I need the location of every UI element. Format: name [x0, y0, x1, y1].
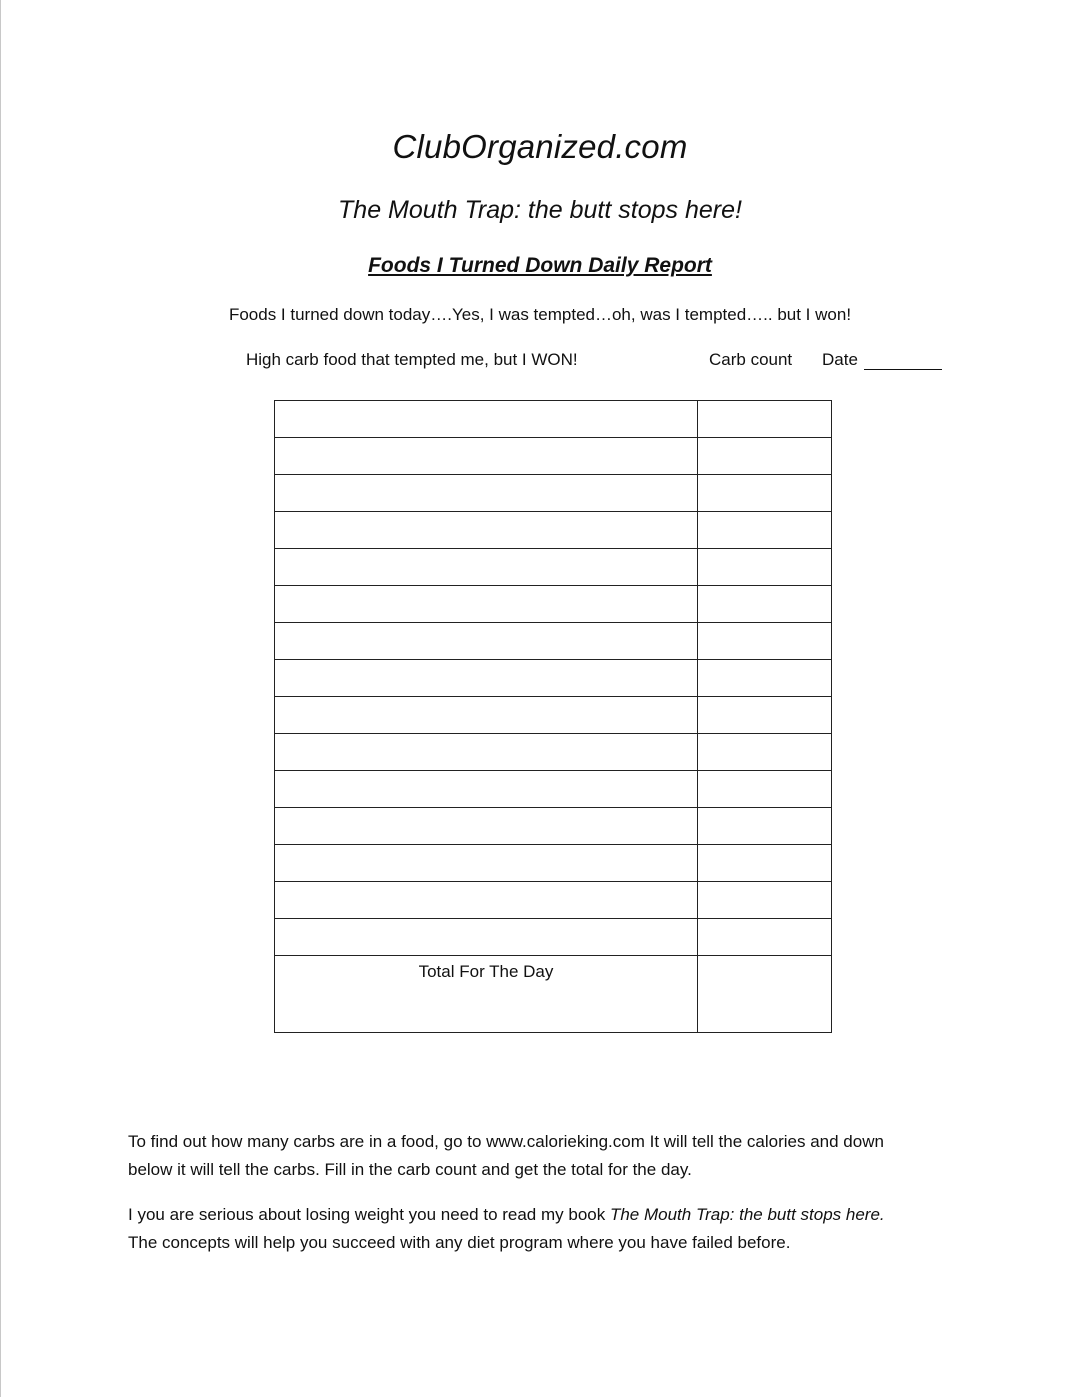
table-row — [275, 845, 832, 882]
carb-count-cell[interactable] — [698, 549, 832, 586]
carb-count-cell[interactable] — [698, 660, 832, 697]
food-entry-cell[interactable] — [275, 549, 698, 586]
carb-count-cell[interactable] — [698, 512, 832, 549]
carb-count-cell[interactable] — [698, 475, 832, 512]
table-row — [275, 586, 832, 623]
table-row — [275, 623, 832, 660]
total-row — [275, 956, 832, 1033]
food-entry-cell[interactable] — [275, 919, 698, 956]
carb-count-cell[interactable] — [698, 919, 832, 956]
table-row — [275, 660, 832, 697]
table-row — [275, 512, 832, 549]
food-entry-cell[interactable] — [275, 623, 698, 660]
subtitle: The Mouth Trap: the butt stops here! — [338, 196, 742, 224]
table-row — [275, 808, 832, 845]
table-row — [275, 549, 832, 586]
carb-lookup-line-1: To find out how many carbs are in a food, go to www.calorieking.com It will tell the calories and down — [128, 1132, 884, 1151]
food-entry-cell[interactable] — [275, 438, 698, 475]
food-entry-cell[interactable] — [275, 475, 698, 512]
total-label-cell — [275, 956, 698, 1033]
food-column-label: High carb food that tempted me, but I WON! — [246, 350, 578, 369]
table-row — [275, 734, 832, 771]
carb-count-cell[interactable] — [698, 808, 832, 845]
total-carb-cell[interactable] — [698, 956, 832, 1033]
carb-count-cell[interactable] — [698, 586, 832, 623]
carb-count-cell[interactable] — [698, 845, 832, 882]
table-row — [275, 475, 832, 512]
book-promo-paragraph — [128, 1201, 958, 1257]
book-promo-line-1 — [128, 1201, 958, 1229]
food-entry-cell[interactable] — [275, 697, 698, 734]
food-entry-cell[interactable] — [275, 771, 698, 808]
carb-count-cell[interactable] — [698, 734, 832, 771]
carb-count-cell[interactable] — [698, 697, 832, 734]
food-entry-cell[interactable] — [275, 401, 698, 438]
food-log-body — [275, 401, 832, 1033]
table-row — [275, 697, 832, 734]
carb-count-cell[interactable] — [698, 882, 832, 919]
total-label: Total For The Day — [418, 962, 554, 981]
table-row — [275, 771, 832, 808]
food-entry-cell[interactable] — [275, 734, 698, 771]
report-title: Foods I Turned Down Daily Report — [368, 254, 712, 277]
table-row — [275, 919, 832, 956]
food-log-table — [274, 400, 832, 1033]
carb-count-cell[interactable] — [698, 771, 832, 808]
food-entry-cell[interactable] — [275, 660, 698, 697]
carb-count-cell[interactable] — [698, 623, 832, 660]
book-title: The Mouth Trap: the butt stops here. — [609, 1205, 885, 1224]
book-promo-prefix: I you are serious about losing weight you need to read my book — [128, 1205, 610, 1224]
table-row — [275, 401, 832, 438]
book-promo-line-2: The concepts will help you succeed with any diet program where you have failed before. — [128, 1233, 791, 1252]
food-entry-cell[interactable] — [275, 845, 698, 882]
table-row — [275, 438, 832, 475]
carb-lookup-paragraph — [128, 1128, 958, 1184]
carb-count-column-label: Carb count — [709, 350, 793, 369]
table-row — [275, 882, 832, 919]
food-entry-cell[interactable] — [275, 586, 698, 623]
carb-count-cell[interactable] — [698, 401, 832, 438]
intro-line: Foods I turned down today….Yes, I was tempted…oh, was I tempted….. but I won! — [228, 305, 852, 324]
carb-count-cell[interactable] — [698, 438, 832, 475]
food-entry-cell[interactable] — [275, 512, 698, 549]
date-label: Date — [822, 350, 858, 369]
food-entry-cell[interactable] — [275, 808, 698, 845]
food-entry-cell[interactable] — [275, 882, 698, 919]
carb-lookup-line-2: below it will tell the carbs. Fill in the carb count and get the total for the day. — [128, 1160, 692, 1179]
date-blank-line[interactable] — [864, 369, 942, 370]
site-title: ClubOrganized.com — [392, 128, 688, 165]
